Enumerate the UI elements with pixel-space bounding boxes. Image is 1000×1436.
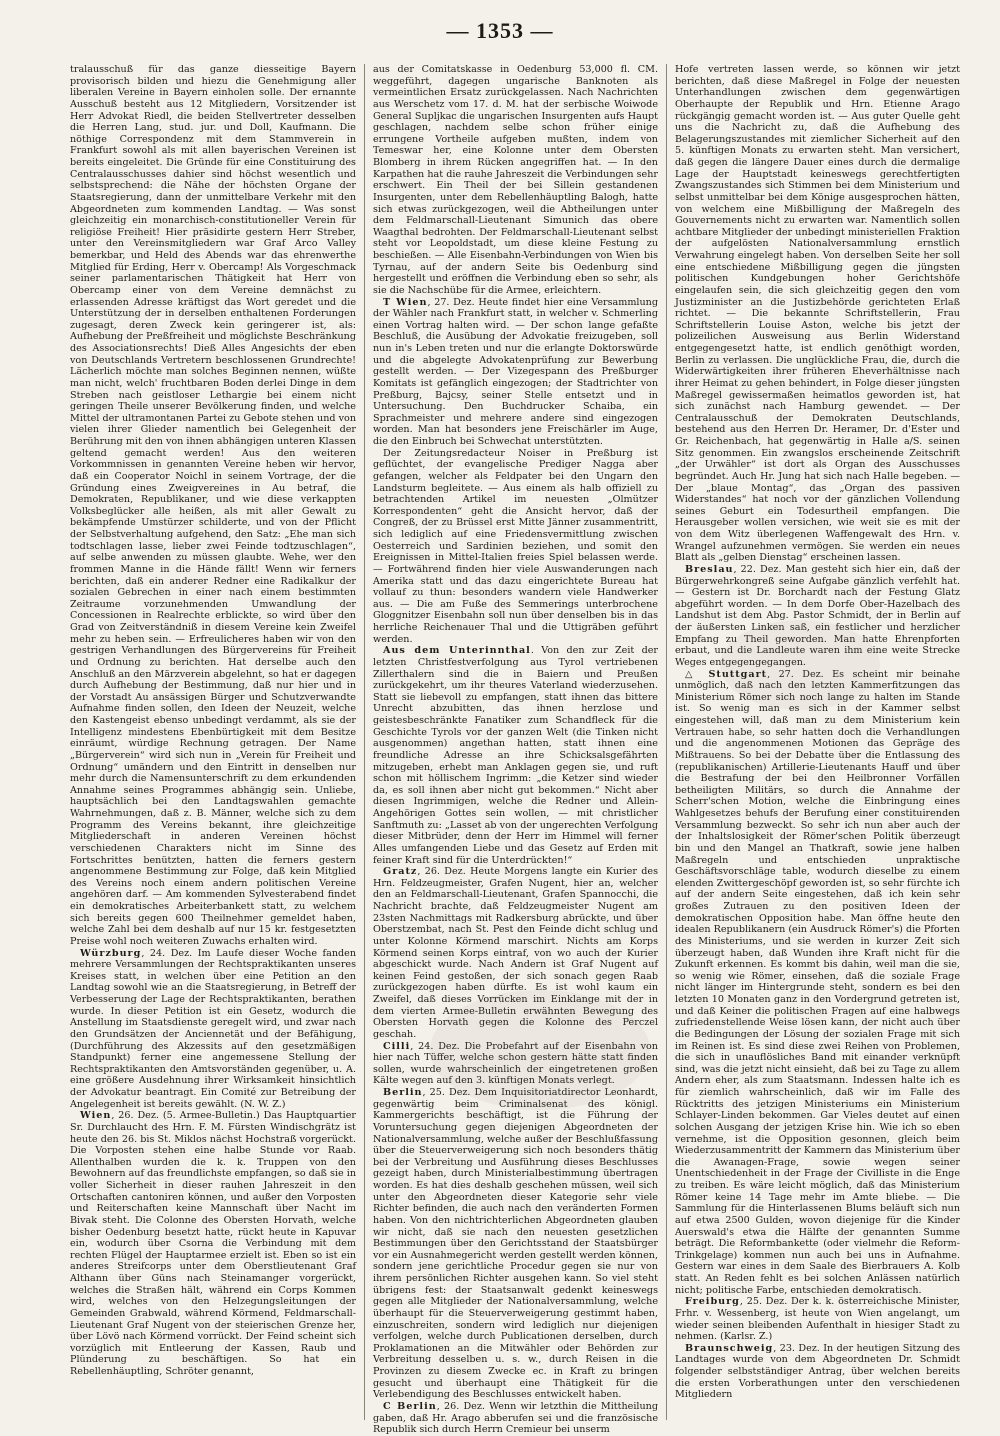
article-paragraph <box>373 645 658 866</box>
article-text: , 26. Dez. Wenn wir letzthin die Mittheilung gaben, daß Hr. Arago abberufen sei und die französische Republik sich durch Herrn Cremieur bei unserm <box>373 1400 658 1436</box>
article-text: , 25. Dez. Dem Inquisitoriatdirector Leonhardt, gegenwärtig beim Criminalsenat des königl. Kammergerichts beschäftigt, ist die Führung der Voruntersuchung gegen diejenigen Abgeordneten der Nationalversammlung, welche außer der Beschlußfassung über die Steuerverweigerung sich noch besonders thätig bei der Verbreitung und Ausführung dieses Beschlusses gezeigt haben, durch Ministerialbestimmung übertragen worden. Es hat dies deshalb geschehen müssen, weil sich unter den Abgeordneten dieser Kategorie sehr viele Richter befinden, die auch nach den veränderten Formen haben. Von den nichtrichterlichen Abgeordneten glauben wir nicht, daß sie nach den neuesten gesetzlichen Bestimmungen über den Gerichtsstand der Staatsbürger vor ein Ausnahmegericht werden gestellt werden können, sondern jene gerichtliche Procedur gegen sie nur von ihrem persönlichen Richter ausgehen kann. So viel steht übrigens fest: der Staatsanwalt gedenkt keineswegs gegen alle Mitglieder der Nationalversammlung, welche überhaupt für die Steuerverweigerung gestimmt haben, einzuschreiten, sondern wird lediglich nur diejenigen verfolgen, welche durch Publicationen derselben, durch Proklamationen an die Mitwähler oder Behörden zur Verbreitung desselben u. s. w., durch Reisen in die Provinzen zu diesem Zwecke ec. in Kraft zu bringen gesucht und überhaupt eine Thätigkeit für die Verlebendigung des Beschlusses entwickelt haben. <box>373 1087 658 1401</box>
article-paragraph <box>70 1110 356 1377</box>
column-3 <box>666 64 968 1420</box>
article-paragraph <box>675 669 960 1297</box>
article-paragraph <box>675 1296 960 1343</box>
article-text: tralausschuß für das ganze diesseitige Bayern provisorisch bilden und hiezu die Genehmigung aller liberalen Vereine in Bayern einholen solle. Der ernannte Ausschuß besteht aus 12 Mitgliedern, Vorsitzender ist Herr Advokat Riedl, die beiden Stellvertreter desselben die Herren Lang, stud. jur. und Doll, Kaufmann. Die nöthige Correspondenz mit dem Stammverein in Frankfurt sowohl als mit allen bayerischen Vereinen ist bereits eingeleitet. Die Gründe für eine Constituirung des Centralausschusses dahier sind höchst wesentlich und selbstsprechend: die Nähe der höchsten Organe der Staatsregierung, dann der unmittelbare Verkehr mit den Abgeordneten zum kommenden Landtag. — Was sonst gleichzeitig ein monarchisch-constitutioneller Verein für religiöse Freiheit! Hier präsidirte gestern Herr Streber, unter den Vereinsmitgliedern war Graf Arco Valley bemerkbar, und Held des Abends war das ehrenwerthe Mitglied für Erding, Herr v. Obercamp! Als Vorgeschmack seiner parlamentarischen Thätigkeit hat Herr von Obercamp einer von dem Vereine demnächst zu erlassenden Adresse kräftigst das Wort geredet und die Unterstützung der in derselben enthaltenen Forderungen zugesagt, deren Zweck kein geringerer ist, als: Aufhebung der Preßfreiheit und möglichste Beschränkung des Associationsrechts! Dieß Alles Angesichts der eben von Deutschlands Vertretern beschlossenen Grundrechte! Lächerlich möchte man solches Beginnen nennen, wüßte man nicht, welch' fruchtbaren Boden derlei Dinge in dem Streben nach geistloser Lethargie bei einem nicht geringen Theile unserer Bevölkerung finden, und welche Mittel der ultramontanen Partei zu Gebote stehen und von vielen ihrer Glieder namentlich bei Gelegenheit der Berührung mit den von ihnen abhängigen unteren Klassen geltend gemacht werden! Aus den weiteren Vorkommnissen in genannten Vereine heben wir hervor, daß ein Cooperator Noichl in seinem Vortrage, der die Gründung eines Zweigvereines in Au betraf, die Demokraten, Republikaner, und wie diese verkappten Volksbeglücker alle heißen, als mit aller Gewalt zu bekämpfende Umstürzer schilderte, und von der Pflicht der Selbstverhaltung aufgehend, den Satz: „Ehe man sich todtschlagen lasse, lieber zwei Feinde todtzuschlagen“, auf selbe anwenden zu müssen glaubte. Wehe, wer den frommen Manne in die Hände fällt! Wenn wir ferners berichten, daß ein anderer Redner eine Radikalkur der sozialen Gebrechen in einer nach einem bestimmten Zeitraume vorzunehmenden Umwandlung der Concessionen in Realrechte erblickte, so wird über den Grad von Zeitverständniß in diesem Vereine kein Zweifel mehr zu heben sein. — Erfreulicheres haben wir von den gestrigen Verhandlungen des Bürgervereins für Freiheit und Ordnung zu berichten. Hat derselbe auch den Anschluß an den Märzverein abgelehnt, so hat er dagegen durch Aufhebung der Bestimmung, daß nur hier und in der Vorstadt Au ansässigen Bürger und Schutzverwandte Aufnahme finden sollen, den Ideen der Neuzeit, welche den Kastengeist ebenso unbedingt verdammt, als sie der Intelligenz mindestens Ebenbürtigkeit mit dem Besitze einräumt, würdige Rechnung getragen. Der Name „Bürgerverein“ wird sich nun in „Verein für Freiheit und Ordnung“ umändern und den Eintritt in denselben nur mehr durch die Namensunterschrift zu dem erkundenden Annahme seines Programmes abhängig sein. Unliebe, hauptsächlich bei den Landtagswahlen gemachte Wahrnehmungen, daß z. B. Männer, welche sich zu dem Programm des Vereins bekannt, ihre gleichzeitige Mitgliederschaft in anderen Vereinen höchst verschiedenen Charakters nicht im Sinne des Fortschrittes benützten, hatten die ferners gestern angenommene Bestimmung zur Folge, daß kein Mitglied des Vereins noch einem andern politischen Vereine angehören darf. — Am kommenden Sylvesterabend findet ein demokratisches Arbeiterbankett statt, zu welchem sich bereits gegen 600 Theilnehmer gemeldet haben, welche Zahl bei dem deshalb auf nur 15 kr. festgesetzten Preise wohl noch weiteren Zuwachs erhalten wird. <box>70 64 356 947</box>
article-paragraph <box>373 866 658 1040</box>
article-dateline: Freiburg <box>685 1296 740 1308</box>
article-text: , 22. Dez. Man gesteht sich hier ein, daß der Bürgerwehrkongreß seine Aufgabe gänzlich verfehlt hat. — Gestern ist Dr. Borchardt nach der Festung Glatz abgeführt worden. — In dem Dorfe Ober-Hazelbach des Landshut ist dem Abg. Pastor Schmidt, der in Berlin auf der äußersten Linken saß, ein festlicher und herzlicher Empfang zu Theil geworden. Man hatte Ehrenpforten erbaut, und die Landleute waren ihm eine weite Strecke Weges entgegengegangen. <box>675 563 960 668</box>
article-paragraph <box>373 448 658 646</box>
article-dateline: T Wien <box>383 296 428 308</box>
article-text: , 26. Dez. Heute Morgens langte ein Kurier des Hrn. Feldzeugmeister, Grafen Nugent, hier an, welcher den an Feldmarschall-Lieutenant, Grafen Spannocchi, die Nachricht brachte, daß Feldzeugmeister Nugent am 23sten Nachmittags mit Radkersburg abrückte, und über Oberstzembat, nach St. Pest den Feinde dicht schlug und unter Kolonne Körmend marschirt. Nichts am Korps Körmend seinen Korps eintraf, von wo auch der Kurier abgeschickt wurde. Nach Andern ist Graf Nugent auf keinen Feind gestoßen, der sich sonach gegen Raab zurückgezogen haben dürfte. Es ist wohl kaum ein Zweifel, daß dieses Vorrücken im Einklange mit der in dem vierten Armee-Bulletin erwähnten Bewegung des Obersten Horvath gegen die Kolonne des Perczel geschah. <box>373 866 658 1040</box>
column-2 <box>364 64 666 1436</box>
article-dateline: Aus dem Unterinnthal <box>383 645 531 657</box>
article-paragraph <box>373 64 658 297</box>
article-text: , 27. Dez. Heute findet hier eine Versammlung der Wähler nach Frankfurt statt, in welcher v. Schmerling einen Vortrag halten wird. — Der schon lange gefaßte Beschluß, die Ausübung der Advokatie freizugeben, soll nun in's Leben treten und nur die erlangte Doktorswürde und die abgelegte Advokatenprüfung zur Bewerbung gestellt werden. — Der Vizegespann des Preßburger Komitats ist gefänglich eingezogen; der Stadtrichter von Preßburg, Bajcsy, seiner Stelle entsetzt und in Untersuchung. Den Buchdrucker Schaiba, ein Sprachmeister und mehrere andere sind eingezogen worden. Man hat besonders jene Freischärler im Auge, die den Einbruch bei Schwechat unterstützten. <box>373 296 658 447</box>
article-text: aus der Comitatskasse in Oedenburg 53,000 fl. CM. weggeführt, dagegen ungarische Banknoten als vermeintlichen Ersatz zurückgelassen. Nach Nachrichten aus Werschetz vom 17. d. M. hat der serbische Woiwode General Supljkac die ungarischen Insurgenten aufs Haupt geschlagen, nachdem selbe schon früher einige errungene Vortheile aufgeben mußten, indem von Temeswar her, eine Kolonne unter dem Obersten Blomberg in ihrem Rücken angegriffen hat. — In den Karpathen hat die rauhe Jahreszeit die Verbindungen sehr erschwert. Ein Theil der bei Sillein gestandenen Insurgenten, unter dem Rebellenhäuptling Balogh, hatte sich etwas zurückgezogen, weil die Abtheilungen unter dem Feldmarschall-Lieutenant Simunich das obere Waagthal bedrohten. Der Feldmarschall-Lieutenant selbst steht vor Leopoldstadt, um diese kleine Festung zu beschießen. — Alle Eisenbahn-Verbindungen von Wien bis Tyrnau, auf der andern Seite bis Oedenburg sind hergestellt und eröffnen die Verbindung eben so sehr, als sie die Nachschübe für die Armee, erleichtern. <box>373 64 658 296</box>
article-dateline: Berlin <box>383 1087 423 1098</box>
article-paragraph <box>70 64 356 948</box>
article-text: , 25. Dez. Der k. k. österreichische Minister, Frhr. v. Wessenberg, ist heute von Wien angelangt, um wieder seinen bleibenden Aufenthalt in hiesiger Stadt zu nehmen. (Karlsr. Z.) <box>675 1296 960 1343</box>
article-text: , 26. Dez. (5. Armee-Bulletin.) Das Hauptquartier Sr. Durchlaucht des Hrn. F. M. Fürsten Windischgrätz ist heute den 26. bis St. Miklos nächst Hochstraß vorgerückt. Die Vorposten stehen eine halbe Stunde vor Raab. Allenthalben wurden die k. k. Truppen von den Bewohnern auf das freundlichste empfangen, so daß sie in voller Sicherheit in dieser rauhen Jahreszeit in den Ortschaften cantoniren können, und außer den Vorposten und Reiterschaften keine Mannschaft über Nacht im Bivak steht. Die Colonne des Obersten Horvath, welche bisher Oedenburg besetzt hatte, rückt heute in Kapuvar ein, wodurch über Csorna die Verbindung mit dem rechten Flügel der Hauptarmee erzielt ist. Eben so ist ein anderes Streifcorps unter dem Oberstlieutenant Graf Althann über Güns nach Steinamanger vorgerückt, welches die Straßen hält, während ein Corps Kommen wird, welches von den Helzegungsleitungen der Gemeinden Grabwald, während Körmend, Feldmarschall-Lieutenant Graf Nugent von der steierischen Grenze her, über Lövö nach Körmend vorrückt. Der Feind scheint sich vorzüglich mit Entleerung der Kassen, Raub und Plünderung zu beschäftigen. So hat ein Rebellenhäuptling, Schröter genannt, <box>70 1110 356 1377</box>
article-paragraph <box>373 1401 658 1436</box>
article-paragraph <box>70 948 356 1111</box>
article-dateline: C Berlin <box>383 1400 437 1412</box>
article-dateline: Braunschweig <box>685 1342 774 1354</box>
article-dateline: Gratz <box>383 866 418 878</box>
article-paragraph <box>675 564 960 669</box>
article-paragraph <box>373 1087 658 1401</box>
article-text: , 23. Dez. In der heutigen Sitzung des Landtages wurde von dem Abgeordneten Dr. Schmidt folgender selbstständiger Antrag, über welchen bereits die ersten Vorberathungen unter den verschiedenen Mitgliedern <box>675 1342 960 1401</box>
article-text: Der Zeitungsredacteur Noiser in Preßburg ist geflüchtet, der evangelische Prediger Nagga aber gefangen, welcher als Feldpater bei den Ungarn den Landsturm begleitete. — Aus einem als halb offiziell zu betrachtenden Artikel im neuesten „Olmützer Korrespondenten“ geht die Ansicht hervor, daß der Congreß, der zu Brüssel erst Mitte Jänner zusammentritt, sich lediglich auf eine Friedensvermittlung zwischen Oesterreich und Sardinien beziehen, und somit den Ereignissen in Mittel-Italien freies Spiel belassen werde. — Fortwährend finden hier viele Auswanderungen nach Amerika statt und das dazu eingerichtete Bureau hat vollauf zu thun: besonders wandern viele Handwerker aus. — Die am Fuße des Semmerings unterbrochene Gloggnitzer Eisenbahn soll nun über denselben bis in das herrliche Reichenauer Thal und die Uttigräben geführt werden. <box>373 447 658 645</box>
article-text: Hofe vertreten lassen werde, so können wir jetzt berichten, daß diese Maßregel in Folge der neuesten Unterhandlungen zwischen dem gegenwärtigen Oberhaupte der Republik und Hrn. Etienne Arago rückgängig gemacht worden ist. — Aus guter Quelle geht uns die Nachricht zu, daß die Aufhebung des Belagerungszustandes mit ziemlicher Sicherheit auf den 5. künftigen Monats zu erwarten steht. Man versichert, daß gegen die längere Dauer eines durch die dermalige Lage der Hauptstadt keineswegs gerechtfertigten Zwangszustandes sich Stimmen bei dem Ministerium und selbst unmittelbar bei dem Könige ausgesprochen hätten, von welchem eine Mißbilligung der Maßregeln des Gouvernements nicht zu erwarten war. Namentlich sollen achtbare Mitglieder der unbedingt ministeriellen Fraktion der aufgelösten Nationalversammlung ernstlich Verwahrung eingelegt haben. Von derselben Seite her soll eine entschiedene Mißbilligung gegen die jüngsten politischen Kundgebungen hoher Gerichtshöfe eingelaufen sein, die sich gleichzeitig gegen den vom Justizminister an die Justizbehörde gerichteten Erlaß richtet. — Die bekannte Schriftstellerin, Frau Schriftstellerin Louise Aston, welche bis jetzt der polizeilichen Ausweisung aus Berlin Widerstand entgegengesetzt hatte, ist endlich genöthigt worden, Berlin zu verlassen. Die unglückliche Frau, die, durch die Widerwärtigkeiten ihrer früheren Eheverhältnisse nach ihrer Heimat zu gehen behindert, in Folge dieser jüngsten Maßregel gewissermaßen heimatlos geworden ist, hat sich zunächst nach Hamburg gewendet. — Der Centralausschuß der Demokraten Deutschlands, bestehend aus den Herren Dr. Heramer, Dr. d'Ester und Gr. Reichenbach, hat gegenwärtig in Halle a/S. seinen Sitz genommen. Ein zwangslos erscheinende Zeitschrift „der Urwähler“ ist dort als Organ des Ausschusses begründet. Auch Hr. Jung hat sich nach Halle begeben. — Der „blaue Montag“, das „Organ des passiven Widerstandes“ hat noch vor der gänzlichen Vollendung seines Geburt ein Todesurtheil empfangen. Die Herausgeber wollen versichen, wie weit sie es mit der von dem Witz überlegenen Waffengewalt des Hrn. v. Wrangel aufzunehmen vermögen. Sie werden ein neues Blatt als „gelben Dienstag“ erscheinen lassen. <box>675 64 960 564</box>
article-paragraph <box>373 297 658 448</box>
article-text: , 27. Dez. Es scheint mir beinahe unmöglich, daß nach den letzten Kammerfitzungen das Ministerium Römer sich noch lange zu halten im Stande ist. So wenig man es sich in der Kammer selbst eingestehen will, daß man zu dem Ministerium kein Vertrauen habe, so sehr hatten doch die Verhandlungen und die angenommenen Motionen das Gepräge des Mißtrauens. So bei der Debatte über die Entlassung des (republikanischen) Artillerie-Lieutenants Hauff und über die Bestrafung der bei den Heilbronner Vorfällen betheiligten Militärs, so durch die Annahme der Scherr'schen Motion, welche die Einbringung eines Wahlgesetzes behufs der Berufung einer constituirenden Versammlung bezweckt. So sehr ich nun aber auch der der Inhaltslosigkeit der Römer'schen Politik überzeugt bin und den Mangel an Thatkraft, sowie jene halben Maßregeln und entschieden unpraktische Geschäftsvorschläge table, wodurch dieselbe zu einem elenden Zwittergeschöpf geworden ist, so sehr fürchte ich auf der andern Seite eingestehen, daß ich kein sehr großes Zutrauen zu den positiven Ideen der demokratischen Opposition habe. Man öffne heute den idealen Republikanern (ein Ausdruck Römer's) die Pforten des Ministeriums, und sie werden in kurzer Zeit sich überzeugt haben, daß Wunden ihre Kraft nicht für die Zukunft erkennen. Es kommt bis dahin, weil man die sie, so wenig wie Römer, einsehen, daß die soziale Frage nicht länger im Hintergrunde steht, sondern es bei den letzten 10 Monaten ganz in den Vordergrund getreten ist, und daß Keiner die politischen Fragen auf eine halbwegs zufriedenstellende Weise lösen kann, der nicht auch über die Bedingungen der Lösung der sozialen Frage mit sich im Reinen ist. Es sind diese zwei Reihen von Problemen, die sich in unauflösliches Band mit einander verknüpft sind, was die jetzt nicht einsieht, daß bei zu Tage zu allem Andern eher, als zum Staatsmann. Indessen halte ich es für ziemlich wahrscheinlich, daß wir im Falle des Rücktritts des jetzigen Ministeriums ein Ministerium Schlayer-Linden bekommen. Gar Vieles deutet auf einen solchen Ausgang der jetzigen Krise hin. Wie ich so eben vernehme, ist die Opposition gesonnen, gleich beim Wiederzusammentritt der Kammern das Ministerium über die Awanagen-Frage, sowie wegen seiner Unentschiedenheit in der Frage der Civilliste in die Enge zu treiben. Es wäre leicht möglich, daß das Ministerium Römer keine 14 Tage mehr im Amte bliebe. — Die Sammlung für die Hinterlassenen Blums beläuft sich nun auf etwa 2500 Gulden, wovon diejenige für die Kinder Auerswald's etwa die Hälfte der genannten Summe beträgt. Die Reformbankette (oder vielmehr die Reform-Trinkgelage) kommen nun auch bei uns in Aufnahme. Gestern war eines in dem Saale des Bierbrauers A. Kolb statt. An Reden fehlt es bei solchen Anlässen natürlich nicht; politische Farbe, entschieden demokratisch. <box>675 668 961 1296</box>
article-columns <box>62 64 968 1436</box>
article-text: . Von den zur Zeit der letzten Christfestverfolgung aus Tyrol vertriebenen Zillerthalern sind die in Baiern und Preußen zurückgekehrt, um ihr theures Vaterland wiederzusehen. Statt sie liebevoll zu empfangen, statt ihnen das bittere Unrecht abzubitten, das ihnen herzlose und geistesbeschränkte Fanatiker zum Schandfleck für die Geschichte Tyrols vor der ganzen Welt (die Tinken nicht ausgenommen) angethan hatten, statt ihnen eine freundliche Adresse an ihre Schicksalsgefährten mitzugeben, erhebt man Anklagen gegen sie, und ruft schon mit höllischem Ingrimm: „die Ketzer sind wieder da, es soll ihnen aber nicht gut bekommen.“ Nicht aber diesen Ingrimmigen, welche die Redner und Allein-Angehörigen Gottes sein wollen, — mit christlicher Sanftmuth zu: „Lasset ab von der ungerechten Verfolgung dieser Mitbrüder, denn der Herr im Himmel will ferner Alles umfangenden Liebe und das Gesetz auf Erden mit feiner Kraft sind für die Unterdrückten!“ <box>373 645 658 866</box>
article-paragraph <box>675 64 960 564</box>
article-dateline: Cilli <box>383 1040 411 1052</box>
column-1 <box>62 64 364 1420</box>
article-dateline: △ Stuttgart <box>685 668 768 680</box>
page-number: — 1353 — <box>446 18 554 43</box>
article-text: , 24. Dez. Die Probefahrt auf der Eisenbahn von hier nach Tüffer, welche schon gestern hätte statt finden sollen, wurde wahrscheinlich der eingetretenen großen Kälte wegen auf den 3. künftigen Monats verlegt. <box>373 1040 658 1087</box>
article-text: , 24. Dez. Im Laufe dieser Woche fanden mehrere Versammlungen der Rechtspraktikanten unseres Kreises statt, in welchen über eine Petition an den Landtag sowohl wie an die Staatsregierung, in Betreff der Verbesserung der Lage der Rechtspraktikanten, berathen wurde. In dieser Petition ist ein Gesetz, wodurch die Anstellung im Staatsdienste geregelt wird, und zwar nach den Grundsätzen der Anciennetät und der Befähigung, (Durchführung des Akzessits auf den gesetzmäßigen Standpunkt) ferner eine angemessene Stellung der Rechtspraktikanten den Amtsvorständen gegenüber, u. A. eine größere Ausdehnung ihrer Wirksamkeit hinsichtlich der Advokatur beantragt. Ein Comité zur Betreibung der Angelegenheit ist bereits gewählt. (N. W. Z.) <box>70 947 356 1110</box>
article-dateline: Breslau <box>685 563 734 575</box>
article-dateline: Würzburg <box>80 947 142 959</box>
article-dateline: Wien <box>80 1110 112 1122</box>
article-paragraph <box>373 1041 658 1088</box>
article-paragraph <box>675 1343 960 1401</box>
